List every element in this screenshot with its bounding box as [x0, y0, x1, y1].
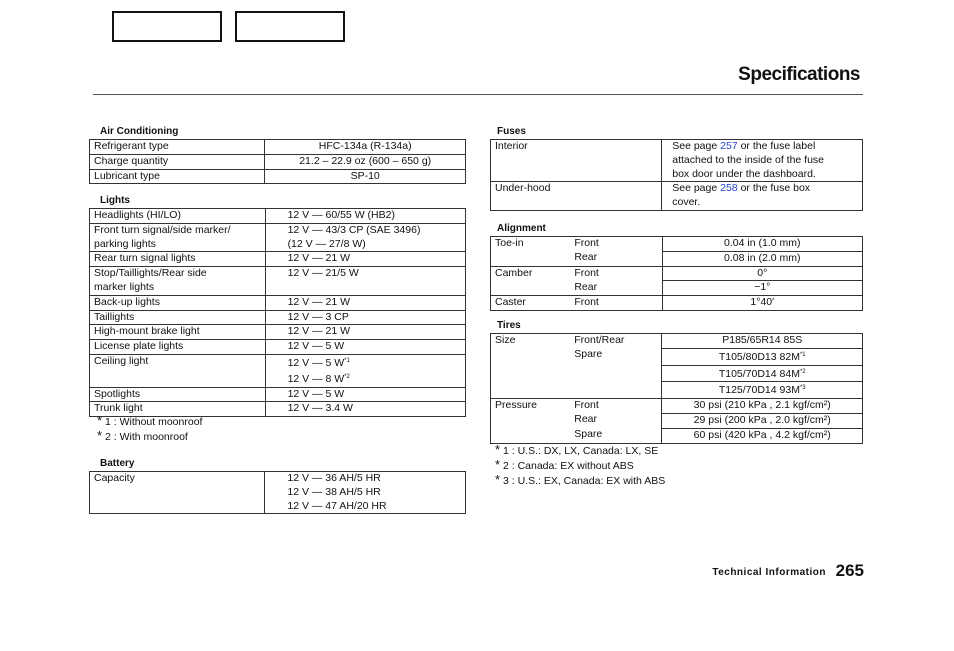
table-row	[90, 223, 466, 237]
next-page-button[interactable]	[235, 11, 345, 42]
footer-section-label: Technical Information	[712, 567, 826, 578]
fuse-reference-line	[672, 168, 858, 182]
battery-value: 12 V — 38 AH/5 HR	[287, 485, 381, 498]
alignment-title: Alignment	[497, 223, 546, 234]
light-label: Back-up lights	[90, 295, 266, 310]
light-label: Spotlights	[90, 387, 266, 402]
table-row	[90, 209, 466, 224]
table-row	[90, 140, 466, 155]
group-label	[491, 251, 569, 266]
footnote	[97, 429, 202, 444]
light-rating: 12 V — 21 W	[287, 325, 351, 338]
fuse-reference-line	[672, 182, 858, 196]
light-value	[265, 238, 465, 252]
footnote	[495, 443, 665, 458]
fuse-reference	[662, 140, 863, 182]
position-label: Front	[568, 237, 662, 252]
light-value	[265, 325, 465, 340]
light-label: Rear turn signal lights	[90, 252, 266, 267]
light-value	[265, 340, 465, 355]
light-label: Stop/Taillights/Rear side	[90, 267, 266, 281]
light-value	[265, 310, 465, 325]
page-link[interactable]: 258	[720, 182, 738, 195]
fuse-text: See page	[672, 140, 721, 152]
value-text: T105/70D14 84M	[718, 367, 800, 380]
tires-table	[490, 333, 863, 444]
footnote-text: 1 : Without moonroof	[104, 416, 203, 428]
table-row	[90, 295, 466, 310]
light-rating: 12 V — 3.4 W	[287, 402, 353, 415]
page-link[interactable]: 257	[720, 140, 738, 152]
table-row	[491, 281, 863, 296]
light-value	[265, 387, 465, 402]
page-title: Specifications	[738, 64, 860, 85]
fuse-text: or the fuse box	[737, 182, 811, 195]
table-row	[90, 310, 466, 325]
group-label	[491, 413, 569, 428]
position-label: Spare	[568, 428, 662, 443]
fuse-reference-line	[672, 154, 858, 168]
lights-title: Lights	[100, 195, 130, 206]
value-text: 0.08 in (2.0 mm)	[724, 251, 801, 264]
spec-value	[662, 399, 863, 414]
footnote-marker: *2	[344, 373, 350, 380]
light-rating: 12 V — 60/55 W (HB2)	[287, 209, 395, 221]
group-label	[491, 428, 569, 443]
light-rating: 12 V — 21/5 W	[287, 267, 359, 280]
table-row	[491, 334, 863, 349]
light-value	[265, 267, 465, 281]
spec-value	[662, 251, 862, 266]
group-label: Pressure	[491, 399, 569, 414]
spec-value	[662, 365, 863, 382]
light-rating: 12 V — 3 CP	[287, 310, 349, 323]
spec-value: SP-10	[265, 169, 466, 184]
asterisk-icon: *	[495, 472, 501, 487]
table-row	[491, 413, 863, 428]
fuse-text: attached to the inside of the fuse	[672, 153, 825, 166]
light-label: parking lights	[90, 238, 266, 252]
spec-label: Charge quantity	[90, 154, 265, 169]
light-rating: 12 V — 21 W	[287, 295, 351, 308]
light-rating: 12 V — 5 W	[287, 340, 345, 353]
light-value	[265, 371, 465, 387]
spec-value	[662, 428, 863, 443]
footnote-text: 3 : U.S.: EX, Canada: EX with ABS	[502, 475, 666, 487]
position-label: Rear	[568, 413, 662, 428]
light-value	[265, 252, 465, 267]
fuse-location: Interior	[491, 140, 662, 182]
fuse-reference	[662, 182, 863, 211]
battery-row	[90, 472, 466, 514]
group-label	[491, 348, 569, 365]
table-row	[491, 428, 863, 443]
title-divider	[93, 94, 863, 95]
battery-title: Battery	[100, 458, 135, 469]
spec-value	[662, 382, 863, 399]
table-row	[90, 267, 466, 281]
value-text: P185/65R14 85S	[722, 334, 803, 346]
lights-table	[89, 208, 466, 417]
fuse-text: cover.	[672, 196, 701, 209]
light-value	[265, 209, 465, 224]
light-value	[265, 223, 465, 237]
table-row	[491, 266, 863, 281]
spec-value	[662, 348, 863, 365]
footnote-marker: *1	[799, 351, 806, 358]
spec-value: HFC-134a (R-134a)	[265, 140, 466, 155]
table-row	[491, 365, 863, 382]
spec-value	[662, 237, 862, 252]
value-text: 30 psi (210 kPa , 2.1 kgf/cm²)	[693, 399, 831, 412]
footnote-text: 2 : Canada: EX without ABS	[502, 460, 634, 472]
position-label: Front	[568, 296, 662, 311]
lights-footnotes	[97, 414, 202, 444]
fuse-text: or the fuse label	[737, 140, 816, 152]
table-row	[90, 340, 466, 355]
group-label: Camber	[491, 266, 569, 281]
light-value	[265, 402, 465, 417]
value-text: 60 psi (420 kPa , 4.2 kgf/cm²)	[693, 428, 831, 441]
value-text: 0°	[757, 266, 768, 279]
group-label	[491, 365, 569, 382]
spec-value	[662, 281, 862, 296]
group-label	[491, 382, 569, 399]
fuse-text: See page	[672, 182, 721, 195]
light-label: Trunk light	[90, 402, 266, 417]
position-label: Spare	[568, 348, 662, 365]
table-row	[90, 387, 466, 402]
table-row	[491, 348, 863, 365]
table-row	[90, 252, 466, 267]
light-rating: 12 V — 43/3 CP (SAE 3496)	[287, 223, 421, 236]
position-label: Front	[568, 266, 662, 281]
light-label: Ceiling light	[90, 354, 266, 370]
fuse-reference-line	[672, 140, 858, 154]
value-text: T125/70D14 93M	[718, 384, 800, 397]
table-row	[90, 281, 466, 295]
spec-value	[662, 334, 863, 349]
group-label: Toe-in	[491, 237, 569, 252]
spec-value	[662, 413, 863, 428]
fuse-text: box door under the dashboard.	[672, 167, 816, 180]
value-text: T105/80D13 82M	[718, 350, 800, 363]
tires-title: Tires	[497, 320, 521, 331]
group-label	[491, 281, 569, 296]
table-row	[491, 251, 863, 266]
position-label: Rear	[568, 281, 662, 296]
spec-value	[662, 266, 862, 281]
position-label: Front	[568, 399, 662, 414]
light-rating: (12 V — 27/8 W)	[287, 237, 366, 250]
footnote	[97, 414, 202, 429]
light-rating: 12 V — 8 W	[287, 372, 345, 385]
footnote-text: 2 : With moonroof	[104, 431, 188, 443]
footnote	[495, 458, 665, 473]
footnote-marker: *3	[799, 385, 806, 392]
light-label	[90, 371, 266, 387]
light-rating: 12 V — 5 W	[287, 356, 345, 369]
fuses-title: Fuses	[497, 126, 526, 137]
fuses-table	[490, 139, 863, 211]
asterisk-icon: *	[97, 413, 103, 428]
table-row	[90, 154, 466, 169]
previous-page-button[interactable]	[112, 11, 222, 42]
light-label: Headlights (HI/LO)	[90, 209, 266, 224]
air-conditioning-table	[89, 139, 466, 184]
light-value	[265, 354, 465, 370]
position-label	[568, 382, 662, 399]
table-row	[90, 169, 466, 184]
fuse-reference-line	[672, 196, 858, 210]
asterisk-icon: *	[97, 428, 103, 443]
battery-value: 12 V — 36 AH/5 HR	[287, 472, 381, 484]
footnote-marker: *1	[344, 357, 350, 364]
light-label: License plate lights	[90, 340, 266, 355]
footnote-marker: *2	[799, 368, 806, 375]
fuse-location: Under-hood	[491, 182, 662, 211]
spec-label: Refrigerant type	[90, 140, 265, 155]
air-conditioning-title: Air Conditioning	[100, 126, 179, 137]
light-label: Taillights	[90, 310, 266, 325]
table-row	[90, 238, 466, 252]
spec-label: Lubricant type	[90, 169, 265, 184]
value-text: 29 psi (200 kPa , 2.0 kgf/cm²)	[693, 413, 831, 426]
spec-value	[662, 296, 862, 311]
asterisk-icon: *	[495, 457, 501, 472]
value-text: 1°40′	[750, 296, 775, 309]
table-row	[491, 296, 863, 311]
battery-label: Capacity	[90, 472, 265, 514]
position-label: Rear	[568, 251, 662, 266]
light-value	[265, 295, 465, 310]
position-label	[568, 365, 662, 382]
position-label: Front/Rear	[568, 334, 662, 349]
asterisk-icon: *	[495, 442, 501, 457]
value-text: −1°	[754, 281, 771, 294]
footnote-text: 1 : U.S.: DX, LX, Canada: LX, SE	[502, 445, 659, 457]
battery-value: 12 V — 47 AH/20 HR	[287, 499, 387, 512]
table-row	[491, 382, 863, 399]
group-label: Caster	[491, 296, 569, 311]
light-label: Front turn signal/side marker/	[90, 223, 266, 237]
alignment-table	[490, 236, 863, 311]
light-rating: 12 V — 5 W	[287, 387, 345, 400]
value-text: 0.04 in (1.0 mm)	[724, 237, 801, 249]
table-row	[491, 140, 863, 182]
light-label: marker lights	[90, 281, 266, 295]
table-row	[90, 371, 466, 387]
page-number: 265	[835, 561, 864, 580]
table-row	[491, 237, 863, 252]
battery-values	[265, 472, 466, 514]
light-rating: 12 V — 21 W	[287, 252, 351, 265]
light-value	[265, 281, 465, 295]
table-row	[491, 399, 863, 414]
battery-table	[89, 471, 466, 514]
table-row	[90, 325, 466, 340]
light-label: High-mount brake light	[90, 325, 266, 340]
group-label: Size	[491, 334, 569, 349]
tires-footnotes	[495, 443, 665, 488]
table-row	[491, 182, 863, 211]
footnote	[495, 473, 665, 488]
spec-value: 21.2 – 22.9 oz (600 – 650 g)	[265, 154, 466, 169]
table-row	[90, 354, 466, 370]
